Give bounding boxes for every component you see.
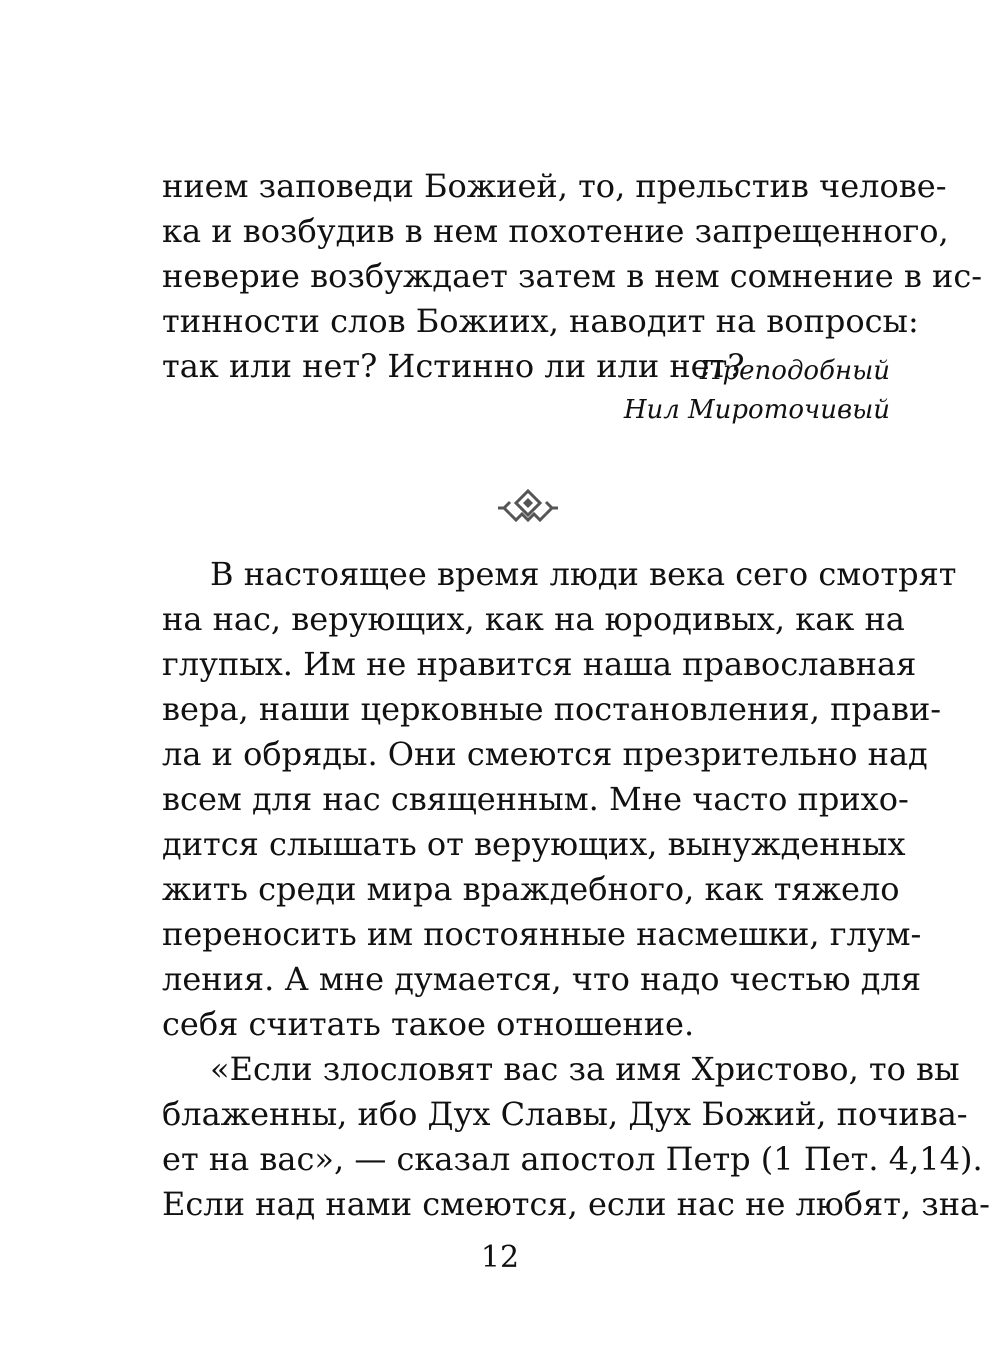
paragraph-line: тинности слов Божиих, наводит на вопросы: [162, 302, 919, 340]
paragraph-line: всем для нас священным. Мне часто прихо- [162, 780, 909, 818]
paragraph-line: Если над нами смеются, если нас не любят, зна- [162, 1185, 990, 1223]
paragraph-line: ка и возбудив в нем похотение запрещенного, [162, 212, 949, 250]
paragraph-line: жить среди мира враждебного, как тяжело [162, 870, 900, 908]
paragraph-line: «Если злословят вас за имя Христово, то вы [210, 1050, 960, 1088]
paragraph-line: нием заповеди Божией, то, прельстив челове- [162, 167, 947, 205]
paragraph-line: так или нет? Истинно ли или нет? [162, 347, 745, 385]
paragraph-line: ления. А мне думается, что надо честью для [162, 960, 922, 998]
paragraph-line: переносить им постоянные насмешки, глум- [162, 915, 922, 953]
paragraph-line: на нас, верующих, как на юродивых, как на [162, 600, 905, 638]
paragraph-line: ла и обряды. Они смеются презрительно над [162, 735, 928, 773]
paragraph-line: глупых. Им не нравится наша православная [162, 645, 917, 683]
ornament-icon [496, 488, 560, 526]
paragraph-line: дится слышать от верующих, вынужденных [162, 825, 906, 863]
paragraph-line: ет на вас», — сказал апостол Петр (1 Пет. 4,14). [162, 1140, 983, 1178]
page-number: 12 [480, 1240, 520, 1275]
paragraph-line: себя считать такое отношение. [162, 1005, 695, 1043]
attribution-title: Преподобный [699, 356, 890, 386]
attribution-name: Нил Мироточивый [623, 395, 890, 425]
paragraph-line: неверие возбуждает затем в нем сомнение в ис- [162, 257, 983, 295]
paragraph-line: вера, наши церковные постановления, прави- [162, 690, 942, 728]
paragraph-line: блаженны, ибо Дух Славы, Дух Божий, почива- [162, 1095, 968, 1133]
paragraph-line: В настоящее время люди века сего смотрят [210, 555, 957, 593]
